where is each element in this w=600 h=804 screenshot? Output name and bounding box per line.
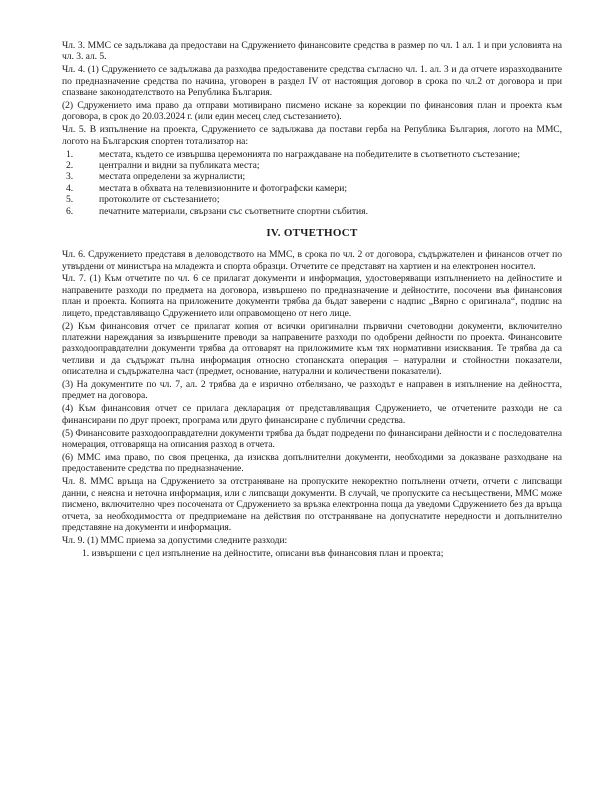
article-9-1: Чл. 9. (1) ММС приема за допустими следните разходи: — [62, 534, 288, 546]
article-8: Чл. 8. ММС връща на Сдружението за отстраняване на пропуските некоректно попълнени отчети, отчети с липсващи данни, с неясна и неточна информация, или с липсващи документи. В случай, че пропуските са несъществени, ММС може писмено, включително чрез посочената от Сдружението за връзка електронна поща да уведоми Сдружението без да връща отчета, за необходимостта от предприемане на действия по отстраняване на допуснатите нередности и допълнително представяне на документи и информация. — [62, 476, 562, 533]
list-item: 5. протоколите от състезанието; — [66, 194, 220, 206]
article-7-4: (4) Към финансовия отчет се прилага декларация от представляващия Сдружението, че отчетените разходи не са финансирани по друг проект, програма или друго финансиране с публични средства. — [62, 403, 562, 426]
article-7-1: Чл. 7. (1) Към отчетите по чл. 6 се прилагат документи и информация, удостоверяващи изпълнението на дейностите и направените разходи по предмета на договора, извършено по предназначение и дейностите, посочени във финансовия план и проекта. Копията на приложените документи трябва да бъдат заверени с надпис „Вярно с оригинала“, подпис на лицето, представляващо Сдружението или оправомощено от него лице. — [62, 273, 562, 319]
article-4-2: (2) Сдружението има право да отправи мотивирано писмено искане за корекции по финансовия план и проекта към договора, в срок до 20.03.2024 г. (или един месец след състезанието). — [62, 100, 562, 123]
list-item: 1. местата, където се извършва церемонията по награждаване на победителите в съответното състезание; — [66, 148, 521, 160]
article-6: Чл. 6. Сдружението представя в деловодството на ММС, в срока по чл. 2 от договора, съдържателен и финансов отчет по утвърдени от министъра на младежта и спорта образци. Отчетите се представят на хартиен и на електронен носител. — [62, 249, 562, 272]
list-item: 6. печатните материали, свързани със съответните спортни събития. — [66, 205, 368, 217]
article-5: Чл. 5. В изпълнение на проекта, Сдружението се задължава да постави герба на Република България, логото на ММС, логото на Българския спортен тотализатор на: — [62, 124, 562, 147]
list-item: 3. местата определени за журналисти; — [66, 171, 246, 183]
article-3: Чл. 3. ММС се задължава да предостави на Сдружението финансовите средства в размер по чл. 1 ал. 1 и при условията на чл. 3. ал. 5. — [62, 40, 562, 63]
article-7-5: (5) Финансовите разходооправдателни документи трябва да бъдат подредени по финансирани дейности и с последователна номерация, отговаряща на описания разход в отчета. — [62, 427, 562, 451]
list-item: 1. извършени с цел изпълнение на дейностите, описани във финансовия план и проекта; — [82, 547, 444, 559]
article-7-2: (2) Към финансовия отчет се прилагат копия от всички оригинални първични счетоводни документи, включително платежни нареждания за извършените преводи за направените разходи по одобрени дейности по проекта. Финансовите разходооправдателни документи трябва да отговарят на приложимите към тях нормативни изисквания. Те трябва да са четливи и да съдържат пълна информация относно стопанската операция – натурални и стойностни показатели, описателна и съдържателна част (предмет, основание, натурални и количествени показатели). — [62, 320, 562, 378]
article-7-3: (3) На документите по чл. 7, ал. 2 трябва да е изрично отбелязано, че разходът е направен в изпълнение на дейността, предмет на договора. — [62, 379, 562, 402]
article-7-6: (6) ММС има право, по своя преценка, да изисква допълнителни документи, необходими за доказване разходване на предоставените средства по предназначение. — [62, 452, 562, 475]
section-heading: IV. ОТЧЕТНОСТ — [266, 227, 358, 240]
article-4-1: Чл. 4. (1) Сдружението се задължава да разходва предоставените средства съгласно чл. 1. ал. 3 и да отчете изразходваните по предназначение средства по начина, уговорен в раздел IV от настоящия договор в срока по чл.2 от договора и при спазване законодателството на Република България. — [62, 64, 562, 99]
list-item: 2. централни и видни за публиката места; — [66, 160, 260, 172]
placement-list — [62, 149, 562, 217]
list-item: 4. местата в обхвата на телевизионните и фотографски камери; — [66, 182, 348, 194]
document-page — [62, 40, 562, 559]
